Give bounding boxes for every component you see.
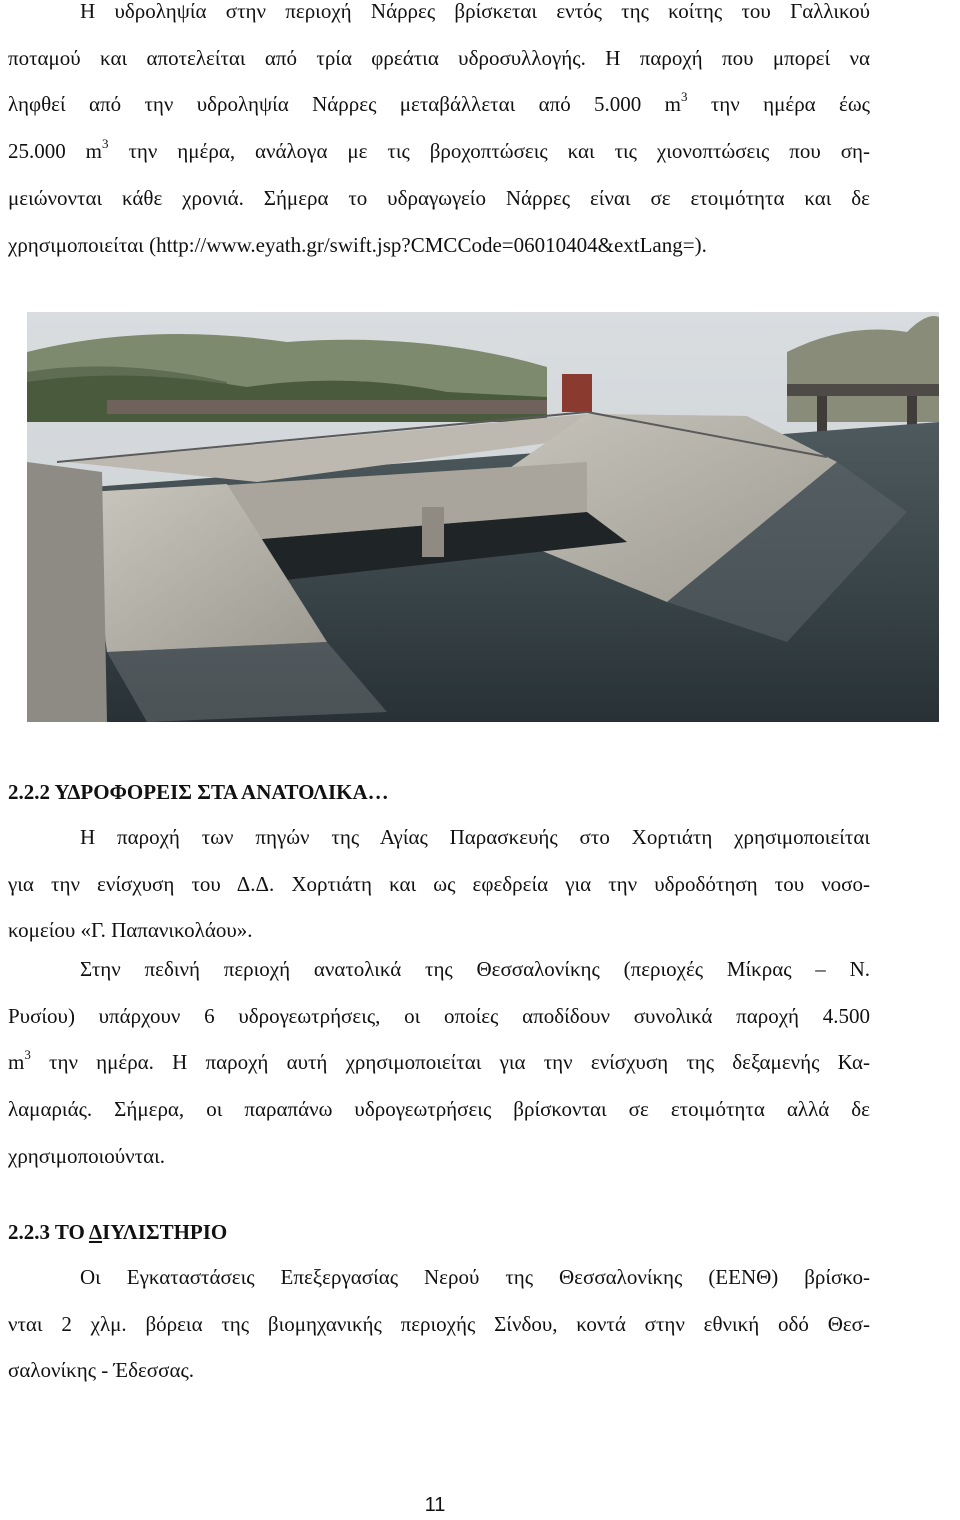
- superscript: 3: [24, 1047, 31, 1063]
- text-line: μειώνονται κάθε χρονιά. Σήμερα το υδραγωγείο Νάρρες είναι σε ετοιμότητα και δε: [8, 185, 870, 210]
- text-line: σαλονίκης - Έδεσσας.: [8, 1358, 195, 1383]
- photo-illustration: [27, 312, 939, 722]
- section-heading-2-2-3: 2.2.3 ΤΟ ΔΙΥΛΙΣΤΗΡΙΟ: [8, 1220, 228, 1244]
- section-2-2-3-paragraph: [8, 1254, 870, 1394]
- text-line: κομείου «Γ. Παπανικολάου».: [8, 918, 253, 943]
- text-line: χρησιμοποιείται (http://www.eyath.gr/swift.jsp?CMCCode=06010404&extLang=).: [8, 232, 707, 257]
- text-line: ποταμού και αποτελείται από τρία φρεάτια υδροσυλλογής. Η παροχή που μπορεί να: [8, 45, 870, 70]
- text-line: νται 2 χλμ. βόρεια της βιομηχανικής περιοχής Σίνδου, κοντά στην εθνική οδό Θεσ-: [8, 1311, 870, 1336]
- text-line: χρησιμοποιούνται.: [8, 1143, 165, 1168]
- text-line: για την ενίσχυση του Δ.Δ. Χορτιάτη και ως εφεδρεία για την υδροδότηση του νοσο-: [8, 871, 870, 896]
- text-line: $m^3$ την ημέρα. Η παροχή αυτή χρησιμοποιείται για την ενίσχυση της δεξαμενής Κα-: [8, 1047, 870, 1075]
- text-line: λαμαριάς. Σήμερα, οι παραπάνω υδρογεωτρήσεις βρίσκονται σε ετοιμότητα αλλά δε: [8, 1097, 870, 1122]
- superscript: 3: [102, 136, 109, 152]
- text-line: Οι Εγκαταστάσεις Επεξεργασίας Νερού της Θεσσαλονίκης (ΕΕΝΘ) βρίσκο-: [80, 1265, 870, 1289]
- text-line: ληφθεί από την υδροληψία Νάρρες μεταβάλλεται από 5.000 $m^3$ την ημέρα έως: [8, 89, 870, 117]
- page-number: 11: [424, 1494, 446, 1516]
- text-line: 25.000 $m^3$ την ημέρα, ανάλογα με τις βροχοπτώσεις και τις χιονοπτώσεις που ση-: [8, 136, 870, 164]
- text-line: Στην πεδινή περιοχή ανατολικά της Θεσσαλονίκης (περιοχές Μίκρας – Ν.: [80, 957, 870, 981]
- water-intake-photo: [27, 312, 939, 722]
- text-line: Ρυσίου) υπάρχουν 6 υδρογεωτρήσεις, οι οποίες αποδίδουν συνολικά παροχή 4.500: [8, 1003, 870, 1028]
- superscript: 3: [681, 89, 688, 105]
- intro-paragraph: [8, 0, 870, 268]
- text-line: Η υδροληψία στην περιοχή Νάρρες βρίσκεται εντός της κοίτης του Γαλλικού: [80, 0, 870, 23]
- section-2-2-2-paragraph-1: [8, 814, 870, 954]
- section-2-2-2-paragraph-2: [8, 946, 870, 1180]
- text-line: Η παροχή των πηγών της Αγίας Παρασκευής στο Χορτιάτη χρησιμοποιείται: [80, 825, 870, 849]
- section-heading-2-2-2: 2.2.2 ΥΔΡΟΦΟΡΕΙΣ ΣΤΑ ΑΝΑΤΟΛΙΚΑ…: [8, 780, 389, 804]
